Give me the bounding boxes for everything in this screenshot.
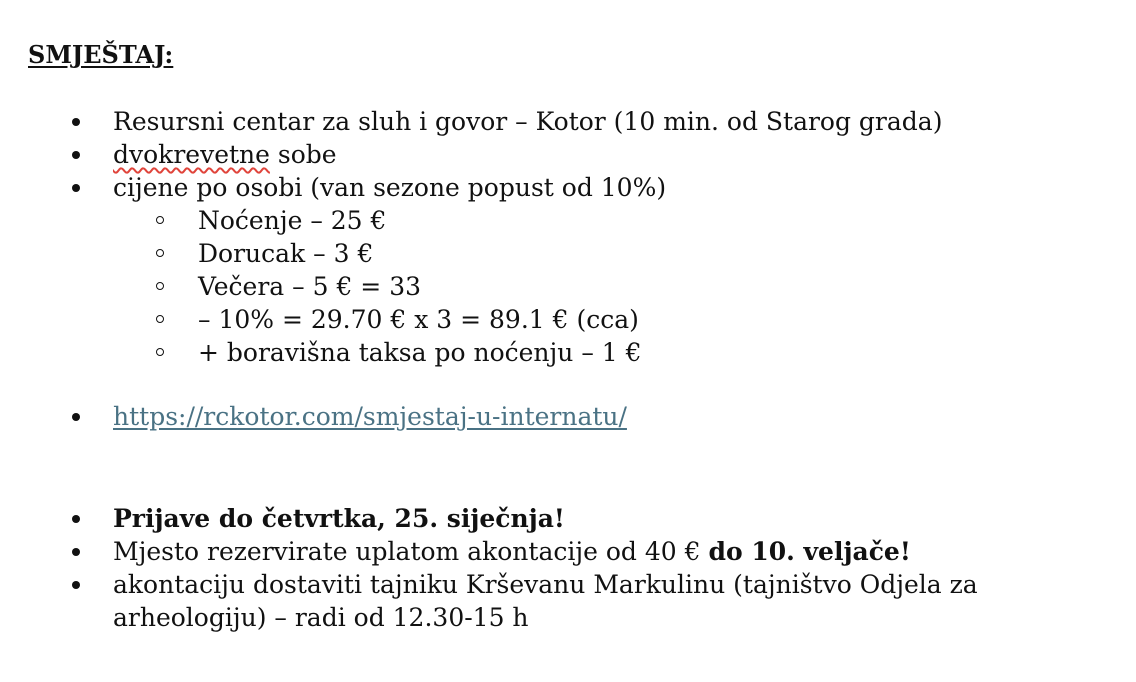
sub-list-item bbox=[0, 336, 1136, 369]
sub-bullet-icon bbox=[156, 348, 164, 356]
list-item-text: cijene po osobi (van sezone popust od 10%) bbox=[113, 173, 667, 202]
link-list bbox=[0, 400, 1136, 433]
sub-list-item bbox=[0, 237, 1136, 270]
list-item bbox=[0, 171, 1136, 204]
list-item bbox=[0, 105, 1136, 138]
accommodation-link[interactable]: https://rckotor.com/smjestaj-u-internatu/ bbox=[113, 402, 627, 431]
deposit-deadline: do 10. veljače! bbox=[708, 537, 911, 566]
list-item-text: Mjesto rezervirate uplatom akontacije od 40 € bbox=[113, 537, 709, 566]
bullet-icon bbox=[72, 413, 80, 421]
registration-list bbox=[0, 502, 1136, 634]
sub-bullet-icon bbox=[156, 315, 164, 323]
bullet-icon bbox=[72, 548, 80, 556]
bullet-icon bbox=[72, 118, 80, 126]
bullet-icon bbox=[72, 581, 80, 589]
bullet-icon bbox=[72, 184, 80, 192]
list-item bbox=[0, 400, 1136, 433]
list-item-text: Resursni centar za sluh i govor – Kotor (10 min. od Starog grada) bbox=[113, 107, 943, 136]
sub-list-item-text: Noćenje – 25 € bbox=[198, 206, 387, 235]
sub-bullet-icon bbox=[156, 249, 164, 257]
list-item-text: akontaciju dostaviti tajniku Krševanu Markulinu (tajništvo Odjela za arheologiju) – radi od 12.30-15 h bbox=[113, 570, 978, 632]
bullet-icon bbox=[72, 515, 80, 523]
sub-list-item-text: Dorucak – 3 € bbox=[198, 239, 374, 268]
section-heading: SMJEŠTAJ: bbox=[28, 40, 174, 69]
list-item bbox=[0, 535, 1136, 568]
misspelled-word[interactable]: dvokrevetne bbox=[113, 140, 270, 169]
sub-list-item bbox=[0, 204, 1136, 237]
sub-list-item-text: Večera – 5 € = 33 bbox=[198, 272, 422, 301]
list-item bbox=[0, 138, 1136, 171]
list-item-text: sobe bbox=[269, 140, 337, 169]
list-item bbox=[0, 568, 1013, 634]
sub-list-item bbox=[0, 270, 1136, 303]
list-item bbox=[0, 502, 1136, 535]
accommodation-list bbox=[0, 105, 1136, 369]
registration-deadline: Prijave do četvrtka, 25. siječnja! bbox=[113, 504, 565, 533]
bullet-icon bbox=[72, 151, 80, 159]
sub-list-item-text: – 10% = 29.70 € x 3 = 89.1 € (cca) bbox=[198, 305, 639, 334]
sub-bullet-icon bbox=[156, 216, 164, 224]
sub-bullet-icon bbox=[156, 282, 164, 290]
sub-list-item bbox=[0, 303, 1136, 336]
sub-list-item-text: + boravišna taksa po noćenju – 1 € bbox=[198, 338, 642, 367]
